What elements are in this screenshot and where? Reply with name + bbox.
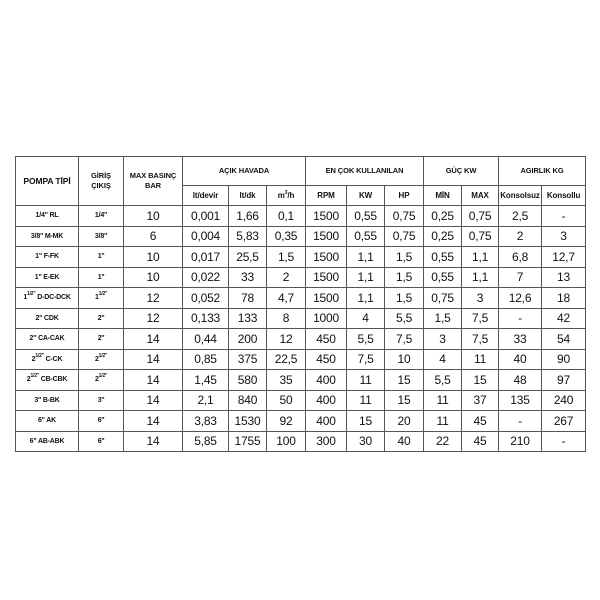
cell-lt-dk: 133 xyxy=(229,308,267,329)
cell-giris-cikis xyxy=(79,267,124,288)
cell-giris-cikis xyxy=(79,349,124,370)
header-max-basinc xyxy=(124,157,183,206)
cell-bar: 12 xyxy=(124,308,183,329)
cell-min: 11 xyxy=(424,411,462,432)
header-m3h xyxy=(267,186,306,206)
cell-lt-dk: 375 xyxy=(229,349,267,370)
cell-rpm: 1500 xyxy=(306,226,347,247)
cell-pompa-tipi xyxy=(16,329,79,350)
cell-giris-cikis-inlet-pre: 1'' xyxy=(97,253,105,261)
header-konsolsuz: Konsolsuz xyxy=(499,186,542,206)
cell-konsolsuz: 6,8 xyxy=(499,247,542,268)
cell-bar: 12 xyxy=(124,288,183,309)
cell-max: 45 xyxy=(462,411,499,432)
cell-bar: 14 xyxy=(124,390,183,411)
cell-bar: 10 xyxy=(124,247,183,268)
cell-kw: 1,1 xyxy=(347,288,385,309)
table-row xyxy=(16,349,586,370)
cell-konsollu: 13 xyxy=(542,267,586,288)
header-en-cok-kullanilan: EN ÇOK KULLANILAN xyxy=(306,157,424,186)
header-konsollu: Konsollu xyxy=(542,186,586,206)
cell-giris-cikis xyxy=(79,431,124,452)
cell-m3h: 22,5 xyxy=(267,349,306,370)
cell-giris-cikis-inlet-pre: 2'' xyxy=(97,335,105,343)
cell-giris-cikis-inlet-pre: 6'' xyxy=(97,437,105,445)
cell-bar: 14 xyxy=(124,349,183,370)
cell-bar: 14 xyxy=(124,411,183,432)
cell-m3h: 4,7 xyxy=(267,288,306,309)
cell-min: 0,55 xyxy=(424,267,462,288)
cell-m3h: 35 xyxy=(267,370,306,391)
cell-lt-devir: 0,001 xyxy=(183,206,229,227)
cell-lt-devir: 3,83 xyxy=(183,411,229,432)
header-bar-unit: BAR xyxy=(145,181,161,190)
cell-giris-cikis xyxy=(79,411,124,432)
cell-pompa-tipi xyxy=(16,267,79,288)
table-row xyxy=(16,431,586,452)
cell-min: 11 xyxy=(424,390,462,411)
cell-lt-devir: 5,85 xyxy=(183,431,229,452)
cell-kw: 30 xyxy=(347,431,385,452)
cell-min: 0,75 xyxy=(424,288,462,309)
cell-lt-devir: 0,85 xyxy=(183,349,229,370)
cell-rpm: 1500 xyxy=(306,267,347,288)
cell-kw: 0,55 xyxy=(347,226,385,247)
cell-kw: 1,1 xyxy=(347,267,385,288)
cell-konsolsuz: - xyxy=(499,308,542,329)
table-row xyxy=(16,267,586,288)
cell-max: 15 xyxy=(462,370,499,391)
cell-pompa-tipi xyxy=(16,226,79,247)
cell-m3h: 0,35 xyxy=(267,226,306,247)
cell-giris-cikis-inlet-pre: 6'' xyxy=(97,417,105,425)
cell-min: 1,5 xyxy=(424,308,462,329)
header-m3h-base: m xyxy=(277,190,285,200)
cell-konsollu: 3 xyxy=(542,226,586,247)
cell-pompa-tipi-name-sup: 1/2" xyxy=(27,291,36,298)
cell-lt-dk: 33 xyxy=(229,267,267,288)
cell-rpm: 1000 xyxy=(306,308,347,329)
cell-pompa-tipi-name-pre: 1" F-FK xyxy=(35,253,59,261)
cell-hp: 1,5 xyxy=(385,247,424,268)
table-row xyxy=(16,411,586,432)
cell-rpm: 1500 xyxy=(306,288,347,309)
cell-min: 4 xyxy=(424,349,462,370)
cell-max: 7,5 xyxy=(462,329,499,350)
cell-pompa-tipi-name-pre: 3" B-BK xyxy=(34,396,60,404)
cell-rpm: 400 xyxy=(306,411,347,432)
cell-lt-devir: 0,133 xyxy=(183,308,229,329)
cell-kw: 7,5 xyxy=(347,349,385,370)
header-guc-kw: GÜÇ KW xyxy=(424,157,499,186)
cell-giris-cikis xyxy=(79,370,124,391)
cell-m3h: 12 xyxy=(267,329,306,350)
header-lt-devir: lt/devir xyxy=(183,186,229,206)
header-max: MAX xyxy=(462,186,499,206)
cell-lt-devir: 1,45 xyxy=(183,370,229,391)
header-giris-cikis xyxy=(79,157,124,206)
cell-konsolsuz: 12,6 xyxy=(499,288,542,309)
cell-pompa-tipi-name-post: D-DC-DCK xyxy=(35,294,71,302)
table-row xyxy=(16,370,586,391)
cell-giris-cikis xyxy=(79,206,124,227)
cell-m3h: 8 xyxy=(267,308,306,329)
cell-kw: 11 xyxy=(347,390,385,411)
table-row xyxy=(16,329,586,350)
cell-pompa-tipi xyxy=(16,390,79,411)
cell-pompa-tipi-name-pre: 1" E-EK xyxy=(34,273,60,281)
cell-kw: 5,5 xyxy=(347,329,385,350)
cell-pompa-tipi-name-post: C-CK xyxy=(43,355,63,363)
cell-min: 0,25 xyxy=(424,206,462,227)
cell-pompa-tipi xyxy=(16,370,79,391)
cell-lt-devir: 0,004 xyxy=(183,226,229,247)
cell-giris-cikis-inlet-sup: 1/2'' xyxy=(98,373,108,380)
table-row xyxy=(16,308,586,329)
header-kw: KW xyxy=(347,186,385,206)
table-body xyxy=(16,206,586,452)
cell-lt-dk: 1755 xyxy=(229,431,267,452)
cell-hp: 7,5 xyxy=(385,329,424,350)
cell-bar: 6 xyxy=(124,226,183,247)
cell-giris-cikis xyxy=(79,329,124,350)
cell-konsolsuz: 48 xyxy=(499,370,542,391)
cell-pompa-tipi xyxy=(16,308,79,329)
header-agirlik-kg: AGIRLIK KG xyxy=(499,157,586,186)
table-row xyxy=(16,226,586,247)
cell-pompa-tipi xyxy=(16,349,79,370)
cell-pompa-tipi xyxy=(16,206,79,227)
cell-pompa-tipi-name-pre: 1/4" RL xyxy=(35,212,59,220)
cell-hp: 1,5 xyxy=(385,288,424,309)
cell-lt-devir: 0,44 xyxy=(183,329,229,350)
cell-max: 1,1 xyxy=(462,247,499,268)
cell-rpm: 450 xyxy=(306,349,347,370)
cell-pompa-tipi xyxy=(16,411,79,432)
cell-pompa-tipi xyxy=(16,431,79,452)
cell-min: 3 xyxy=(424,329,462,350)
cell-m3h: 1,5 xyxy=(267,247,306,268)
cell-min: 0,55 xyxy=(424,247,462,268)
cell-pompa-tipi-name-pre: 1 xyxy=(23,294,28,302)
cell-giris-cikis-inlet-pre: 2 xyxy=(94,376,99,384)
cell-giris-cikis-inlet-sup: 1/2'' xyxy=(98,352,108,359)
cell-hp: 15 xyxy=(385,390,424,411)
cell-giris-cikis-inlet-pre: 1/4" xyxy=(94,212,108,220)
cell-rpm: 1500 xyxy=(306,247,347,268)
cell-bar: 14 xyxy=(124,329,183,350)
cell-konsollu: 54 xyxy=(542,329,586,350)
cell-konsolsuz: 7 xyxy=(499,267,542,288)
cell-pompa-tipi xyxy=(16,288,79,309)
header-m3h-sup: 3 xyxy=(284,189,288,196)
cell-lt-dk: 1530 xyxy=(229,411,267,432)
cell-giris-cikis xyxy=(79,226,124,247)
header-row-main xyxy=(16,157,586,186)
cell-m3h: 0,1 xyxy=(267,206,306,227)
cell-hp: 15 xyxy=(385,370,424,391)
cell-lt-devir: 2,1 xyxy=(183,390,229,411)
cell-pompa-tipi-name-post: CB-CBK xyxy=(39,376,68,384)
cell-lt-dk: 78 xyxy=(229,288,267,309)
cell-giris-cikis xyxy=(79,308,124,329)
cell-pompa-tipi-name-pre: 2" CDK xyxy=(35,314,59,322)
header-cikis: ÇIKIŞ xyxy=(91,181,111,190)
cell-pompa-tipi xyxy=(16,247,79,268)
cell-hp: 20 xyxy=(385,411,424,432)
cell-konsollu: - xyxy=(542,431,586,452)
cell-konsollu: - xyxy=(542,206,586,227)
cell-rpm: 450 xyxy=(306,329,347,350)
cell-konsolsuz: 2,5 xyxy=(499,206,542,227)
cell-konsolsuz: 40 xyxy=(499,349,542,370)
cell-konsolsuz: 135 xyxy=(499,390,542,411)
cell-max: 37 xyxy=(462,390,499,411)
cell-konsollu: 240 xyxy=(542,390,586,411)
header-rpm: RPM xyxy=(306,186,347,206)
cell-lt-dk: 200 xyxy=(229,329,267,350)
cell-lt-dk: 840 xyxy=(229,390,267,411)
cell-rpm: 1500 xyxy=(306,206,347,227)
cell-bar: 10 xyxy=(124,267,183,288)
cell-bar: 14 xyxy=(124,370,183,391)
header-min: MİN xyxy=(424,186,462,206)
cell-giris-cikis-inlet-pre: 1 xyxy=(94,294,99,302)
table-row xyxy=(16,390,586,411)
cell-giris-cikis-inlet-pre: 3'' xyxy=(97,396,105,404)
cell-giris-cikis-inlet-pre: 3/8" xyxy=(94,232,108,240)
cell-max: 45 xyxy=(462,431,499,452)
cell-konsollu: 12,7 xyxy=(542,247,586,268)
cell-min: 0,25 xyxy=(424,226,462,247)
pump-spec-table xyxy=(15,156,586,452)
cell-rpm: 400 xyxy=(306,370,347,391)
cell-bar: 14 xyxy=(124,431,183,452)
cell-pompa-tipi-name-pre: 2 xyxy=(31,355,36,363)
cell-pompa-tipi-name-pre: 6" AB-ABK xyxy=(29,437,65,445)
cell-lt-dk: 1,66 xyxy=(229,206,267,227)
cell-rpm: 400 xyxy=(306,390,347,411)
table-row xyxy=(16,206,586,227)
cell-giris-cikis-inlet-pre: 2'' xyxy=(97,314,105,322)
table-row xyxy=(16,288,586,309)
cell-konsollu: 90 xyxy=(542,349,586,370)
cell-konsolsuz: 210 xyxy=(499,431,542,452)
header-m3h-tail: /h xyxy=(287,190,295,200)
cell-min: 5,5 xyxy=(424,370,462,391)
cell-min: 22 xyxy=(424,431,462,452)
cell-hp: 1,5 xyxy=(385,267,424,288)
cell-konsollu: 18 xyxy=(542,288,586,309)
table-row xyxy=(16,247,586,268)
cell-pompa-tipi-name-sup: 1/2" xyxy=(35,352,44,359)
cell-giris-cikis-inlet-pre: 1'' xyxy=(97,273,105,281)
header-hp: HP xyxy=(385,186,424,206)
cell-giris-cikis-inlet-pre: 2 xyxy=(94,355,99,363)
cell-m3h: 92 xyxy=(267,411,306,432)
cell-hp: 0,75 xyxy=(385,226,424,247)
cell-pompa-tipi-name-pre: 3/8" M-MK xyxy=(30,232,64,240)
cell-lt-dk: 5,83 xyxy=(229,226,267,247)
cell-m3h: 50 xyxy=(267,390,306,411)
cell-konsollu: 267 xyxy=(542,411,586,432)
cell-max: 3 xyxy=(462,288,499,309)
cell-m3h: 2 xyxy=(267,267,306,288)
cell-lt-dk: 580 xyxy=(229,370,267,391)
header-pompa-tipi: POMPA TİPİ xyxy=(16,157,79,206)
cell-rpm: 300 xyxy=(306,431,347,452)
cell-pompa-tipi-name-pre: 2" CA-CAK xyxy=(29,335,65,343)
header-acik-havada: AÇIK HAVADA xyxy=(183,157,306,186)
cell-konsolsuz: 2 xyxy=(499,226,542,247)
cell-kw: 15 xyxy=(347,411,385,432)
cell-max: 0,75 xyxy=(462,226,499,247)
cell-lt-devir: 0,022 xyxy=(183,267,229,288)
cell-max: 0,75 xyxy=(462,206,499,227)
cell-giris-cikis xyxy=(79,390,124,411)
cell-kw: 4 xyxy=(347,308,385,329)
cell-giris-cikis xyxy=(79,247,124,268)
cell-lt-dk: 25,5 xyxy=(229,247,267,268)
cell-hp: 40 xyxy=(385,431,424,452)
cell-m3h: 100 xyxy=(267,431,306,452)
cell-konsollu: 42 xyxy=(542,308,586,329)
cell-pompa-tipi-name-pre: 6" AK xyxy=(37,417,56,425)
cell-kw: 11 xyxy=(347,370,385,391)
cell-konsolsuz: - xyxy=(499,411,542,432)
cell-lt-devir: 0,052 xyxy=(183,288,229,309)
cell-lt-devir: 0,017 xyxy=(183,247,229,268)
cell-hp: 0,75 xyxy=(385,206,424,227)
cell-konsolsuz: 33 xyxy=(499,329,542,350)
header-max-basinc-label: MAX BASINÇ xyxy=(129,171,177,180)
cell-hp: 5,5 xyxy=(385,308,424,329)
cell-hp: 10 xyxy=(385,349,424,370)
cell-max: 1,1 xyxy=(462,267,499,288)
cell-konsollu: 97 xyxy=(542,370,586,391)
cell-giris-cikis xyxy=(79,288,124,309)
cell-bar: 10 xyxy=(124,206,183,227)
cell-kw: 1,1 xyxy=(347,247,385,268)
cell-kw: 0,55 xyxy=(347,206,385,227)
header-giris: GİRİŞ xyxy=(91,171,111,180)
cell-pompa-tipi-name-sup: 1/2" xyxy=(30,373,40,380)
cell-max: 11 xyxy=(462,349,499,370)
cell-max: 7,5 xyxy=(462,308,499,329)
cell-giris-cikis-inlet-sup: 1/2'' xyxy=(98,291,108,298)
cell-pompa-tipi-name-pre: 2 xyxy=(26,376,31,384)
header-lt-dk: lt/dk xyxy=(229,186,267,206)
